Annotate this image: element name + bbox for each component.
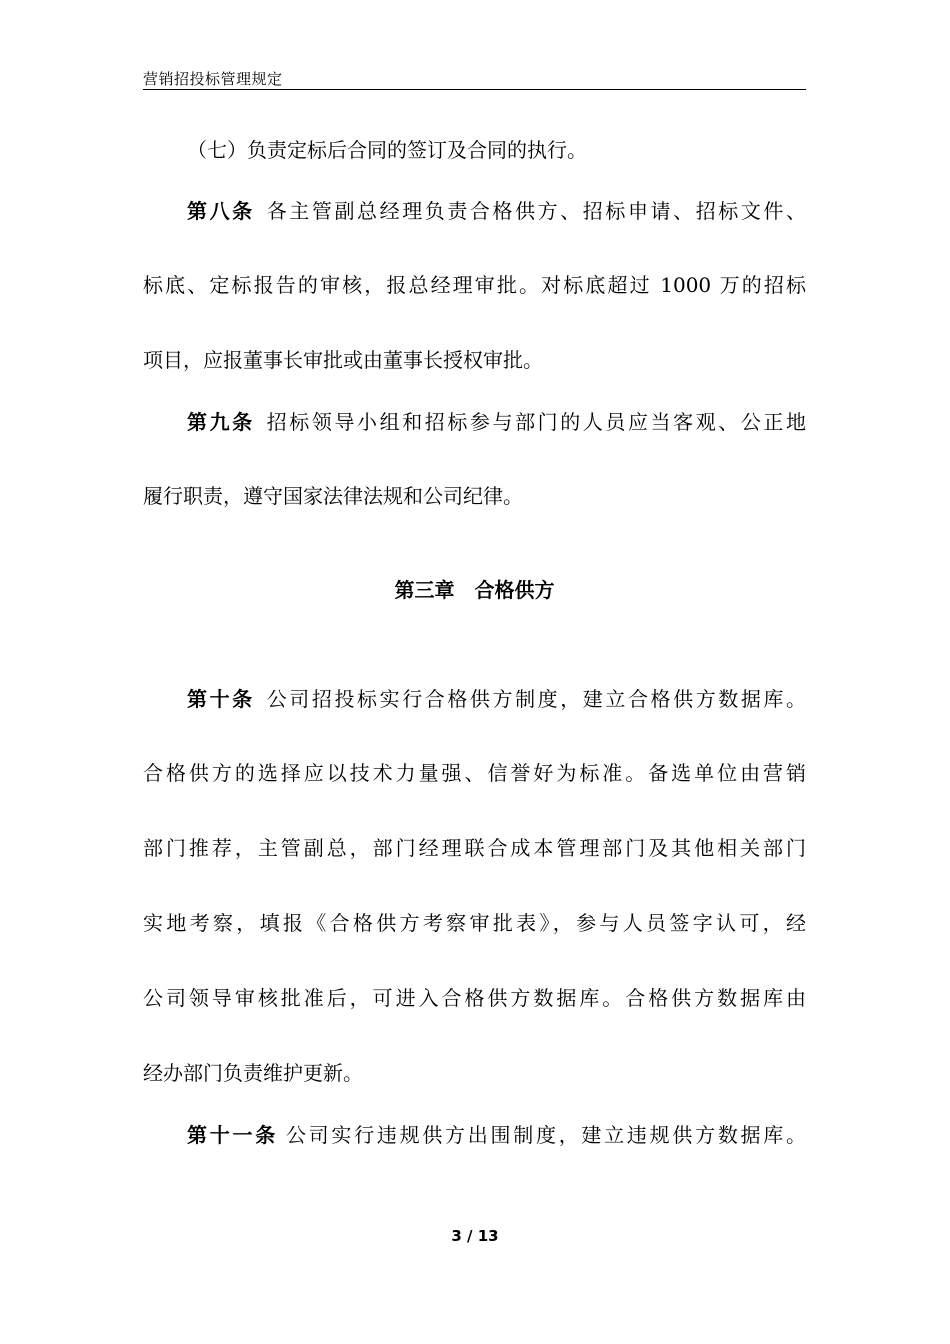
header-divider xyxy=(143,89,806,90)
article-10-line-2: 合格供方的选择应以技术力量强、信誉好为标准。备选单位由营销 xyxy=(143,761,806,785)
article-11-label: 第十一条 xyxy=(187,1123,278,1147)
article-11-line-1 xyxy=(187,1121,806,1149)
article-11-text: 公司实行违规供方出围制度，建立违规供方数据库。 xyxy=(285,1123,807,1147)
chapter-heading: 第三章 合格供方 xyxy=(394,578,555,602)
article-10-line-6: 经办部门负责维护更新。 xyxy=(143,1061,363,1085)
article-9-line-2: 履行职责，遵守国家法律法规和公司纪律。 xyxy=(143,484,523,508)
paragraph-line-1 xyxy=(187,136,806,164)
article-10-line-1 xyxy=(187,685,806,713)
article-8-line-1 xyxy=(187,197,806,225)
article-10-text: 公司招投标实行合格供方制度，建立合格供方数据库。 xyxy=(266,687,807,711)
article-8-line-3: 项目，应报董事长审批或由董事长授权审批。 xyxy=(143,348,543,372)
article-8-line-2: 标底、定标报告的审核，报总经理审批。对标底超过 1000 万的招标 xyxy=(143,273,806,297)
article-10-label: 第十条 xyxy=(187,687,255,711)
document-header-title: 营销招投标管理规定 xyxy=(143,70,283,88)
article-8-text: 各主管副总经理负责合格供方、招标申请、招标文件、 xyxy=(266,199,807,223)
article-10-line-5: 公司领导审核批准后，可进入合格供方数据库。合格供方数据库由 xyxy=(143,986,806,1010)
article-9-text: 招标领导小组和招标参与部门的人员应当客观、公正地 xyxy=(266,410,807,434)
page-number: 3 / 13 xyxy=(451,1227,499,1245)
line-text: （七）负责定标后合同的签订及合同的执行。 xyxy=(187,138,587,162)
article-9-line-1 xyxy=(187,408,806,436)
article-10-line-3: 部门推荐，主管副总，部门经理联合成本管理部门及其他相关部门 xyxy=(143,836,806,860)
article-10-line-4: 实地考察，填报《合格供方考察审批表》，参与人员签字认可，经 xyxy=(143,911,806,935)
article-9-label: 第九条 xyxy=(187,410,255,434)
article-8-label: 第八条 xyxy=(187,199,255,223)
